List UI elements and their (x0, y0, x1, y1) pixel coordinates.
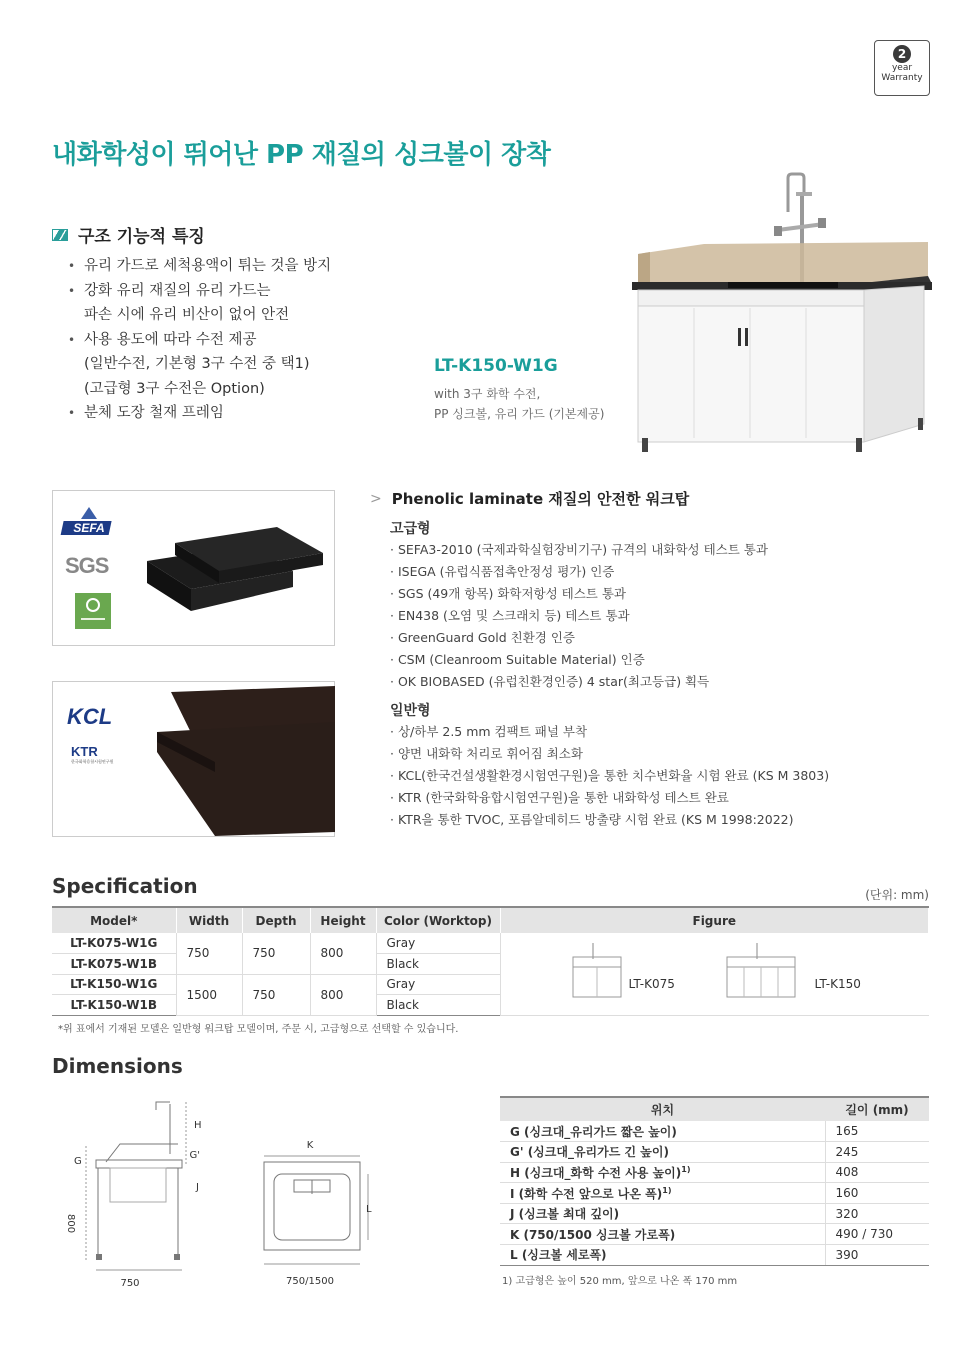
kcl-logo: KCL (67, 704, 113, 729)
greenguard-logo (75, 593, 111, 629)
worktop-title (370, 488, 689, 509)
position-cell (500, 1245, 825, 1266)
label-g: G (74, 1156, 82, 1167)
position-text: H (싱크대_화학 수전 사용 높이) (510, 1165, 682, 1180)
col-header: Depth (242, 907, 310, 933)
feature-item: • 분체 도장 철재 프레임 (68, 401, 398, 426)
standard-worktop-panel (52, 681, 335, 837)
label-750-1500: 750/1500 (286, 1276, 334, 1287)
sefa-logo-text: SEFA (73, 521, 105, 535)
standard-feature: · 양면 내화학 처리로 휘어짐 최소화 (390, 743, 829, 765)
standard-feature: · 상/하부 2.5 mm 컴팩트 패널 부착 (390, 721, 829, 743)
position-cell (500, 1162, 825, 1183)
worktop-title-text: Phenolic laminate 재질의 안전한 워크탑 (391, 490, 690, 508)
spec-unit: (단위: mm) (865, 888, 929, 902)
length-cell: 165 (825, 1121, 929, 1142)
label-750: 750 (120, 1278, 140, 1289)
col-header: Height (310, 907, 376, 933)
feature-item: (고급형 3구 수전은 Option) (84, 380, 265, 397)
table-row (500, 1183, 929, 1204)
dimensions-note: 1) 고급형은 높이 520 mm, 앞으로 나온 폭 170 mm (502, 1276, 738, 1287)
position-text: I (화학 수전 앞으로 나온 폭) (510, 1186, 663, 1201)
table-row (500, 1203, 929, 1224)
product-model: LT-K150-W1G (434, 356, 558, 376)
model-cell: LT-K150-W1G (52, 974, 176, 995)
feature-item: • 유리 가드로 세척용액이 튀는 것을 방지 (68, 254, 398, 279)
length-cell: 408 (825, 1162, 929, 1183)
dim-header-row (500, 1097, 929, 1121)
standard-feature: · KTR (한국화학융합시험연구원)을 통한 내화학성 테스트 완료 (390, 787, 829, 809)
dimensions-table (500, 1096, 929, 1266)
product-description (434, 384, 604, 424)
feature-list (68, 254, 398, 426)
product-desc-line: with 3구 화학 수전, (434, 387, 541, 401)
table-row (500, 1121, 929, 1142)
col-header: Color (Worktop) (376, 907, 500, 933)
feature-item: • 강화 유리 재질의 유리 가드는 (68, 279, 398, 304)
side-view-drawing (60, 1094, 200, 1290)
position-text: J (싱크볼 최대 깊이) (510, 1207, 620, 1222)
color-cell: Black (376, 995, 500, 1016)
spec-note: *위 표에서 기재된 모델은 일반형 워크탑 모델이며, 주문 시, 고급형으로 선택할 수 있습니다. (58, 1024, 459, 1035)
sefa-logo (63, 505, 119, 545)
position-cell (500, 1203, 825, 1224)
position-cell (500, 1142, 825, 1163)
length-cell: 320 (825, 1203, 929, 1224)
figure-cell (500, 933, 929, 1015)
premium-worktop-image (147, 523, 327, 613)
col-header: Model* (52, 907, 176, 933)
features-title (52, 222, 205, 247)
position-cell (500, 1183, 825, 1204)
label-j: J (196, 1182, 199, 1193)
premium-feature: · OK BIOBASED (유럽친환경인증) 4 star(최고등급) 획득 (390, 671, 768, 693)
warranty-years: 2 (893, 45, 911, 63)
height-cell: 800 (310, 933, 376, 974)
table-row (500, 1224, 929, 1245)
page-headline: 내화학성이 뛰어난 PP 재질의 싱크볼이 장착 (52, 140, 551, 170)
sgs-logo: SGS (65, 553, 109, 578)
color-cell: Black (376, 954, 500, 975)
table-row (52, 933, 929, 954)
position-cell (500, 1224, 825, 1245)
length-cell: 390 (825, 1245, 929, 1266)
spec-title: Specification (52, 874, 198, 898)
spec-table (52, 906, 929, 1016)
width-cell: 1500 (176, 974, 242, 1015)
standard-title: 일반형 (390, 703, 431, 719)
lab-sink-image (628, 172, 936, 454)
warranty-year-label: year (891, 63, 913, 73)
standard-feature: · KTR을 통한 TVOC, 포름알데히드 방출량 시험 완료 (KS M 1998:2022) (390, 809, 829, 831)
length-cell: 490 / 730 (825, 1224, 929, 1245)
standard-worktop-image (157, 682, 337, 838)
section-mark-icon (52, 229, 68, 241)
standard-feature: · KCL(한국건설생활환경시험연구원)을 통한 치수변화율 시험 완료 (KS M 3803) (390, 765, 829, 787)
feature-item: • 사용 용도에 따라 수전 제공 (68, 328, 398, 353)
model-cell: LT-K075-W1G (52, 933, 176, 954)
model-cell: LT-K150-W1B (52, 995, 176, 1016)
col-header: 위치 (500, 1097, 825, 1121)
position-text: G' (싱크대_유리가드 긴 높이) (510, 1145, 669, 1160)
width-cell: 750 (176, 933, 242, 974)
position-text: G (싱크대_유리가드 짧은 높이) (510, 1124, 677, 1139)
product-desc-line: PP 싱크볼, 유리 가드 (기본제공) (434, 407, 605, 421)
label-800: 800 (65, 1214, 76, 1234)
premium-title: 고급형 (390, 521, 431, 537)
lt-k075-figure (569, 941, 625, 999)
premium-feature: · ISEGA (유럽식품접촉안정성 평가) 인증 (390, 561, 768, 583)
premium-feature-list (390, 539, 768, 693)
feature-item: 파손 시에 유리 비산이 없어 안전 (84, 307, 290, 323)
figure-label-k150: LT-K150 (814, 977, 861, 991)
depth-cell: 750 (242, 933, 310, 974)
position-text: K (750/1500 싱크볼 가로폭) (510, 1227, 676, 1242)
position-text: L (싱크볼 세로폭) (510, 1248, 607, 1263)
premium-feature: · SGS (49개 항목) 화학저항성 테스트 통과 (390, 583, 768, 605)
warranty-badge (874, 40, 930, 96)
lt-k150-figure (723, 941, 799, 999)
label-k: K (306, 1140, 314, 1151)
col-header: 길이 (mm) (825, 1097, 929, 1121)
premium-feature: · CSM (Cleanroom Suitable Material) 인증 (390, 649, 768, 671)
premium-feature: · SEFA3-2010 (국제과학실험장비기구) 규격의 내화학성 테스트 통과 (390, 539, 768, 561)
spec-header-row (52, 907, 929, 933)
label-g-prime: G' (189, 1150, 200, 1161)
depth-cell: 750 (242, 974, 310, 1015)
premium-feature: · EN438 (오염 및 스크래치 등) 테스트 통과 (390, 605, 768, 627)
table-row (500, 1162, 929, 1183)
position-cell (500, 1121, 825, 1142)
color-cell: Gray (376, 933, 500, 954)
premium-worktop-panel (52, 490, 335, 646)
premium-feature: · GreenGuard Gold 친환경 인증 (390, 627, 768, 649)
table-row (500, 1142, 929, 1163)
standard-feature-list (390, 721, 829, 831)
warranty-label: Warranty (881, 73, 923, 83)
length-cell: 245 (825, 1142, 929, 1163)
length-cell: 160 (825, 1183, 929, 1204)
col-header: Width (176, 907, 242, 933)
chevron-right-icon: > (370, 490, 382, 507)
footnote-mark: 1) (662, 1185, 672, 1195)
feature-item: (일반수전, 기본형 3구 수전 중 택1) (84, 356, 310, 372)
footnote-mark: 1) (681, 1164, 691, 1174)
label-h: H (194, 1120, 202, 1131)
height-cell: 800 (310, 974, 376, 1015)
ktr-logo (71, 744, 114, 765)
ktr-logo-subtext: 한국화학융합시험연구원 (71, 759, 114, 764)
figure-label-k075: LT-K075 (628, 977, 675, 991)
table-row (500, 1245, 929, 1266)
label-l: L (366, 1204, 372, 1215)
col-header: Figure (500, 907, 929, 933)
ktr-logo-text: KTR (71, 744, 98, 759)
top-view-drawing (260, 1134, 390, 1290)
model-cell: LT-K075-W1B (52, 954, 176, 975)
color-cell: Gray (376, 974, 500, 995)
dimensions-title: Dimensions (52, 1054, 183, 1078)
features-title-text: 구조 기능적 특징 (78, 227, 205, 247)
